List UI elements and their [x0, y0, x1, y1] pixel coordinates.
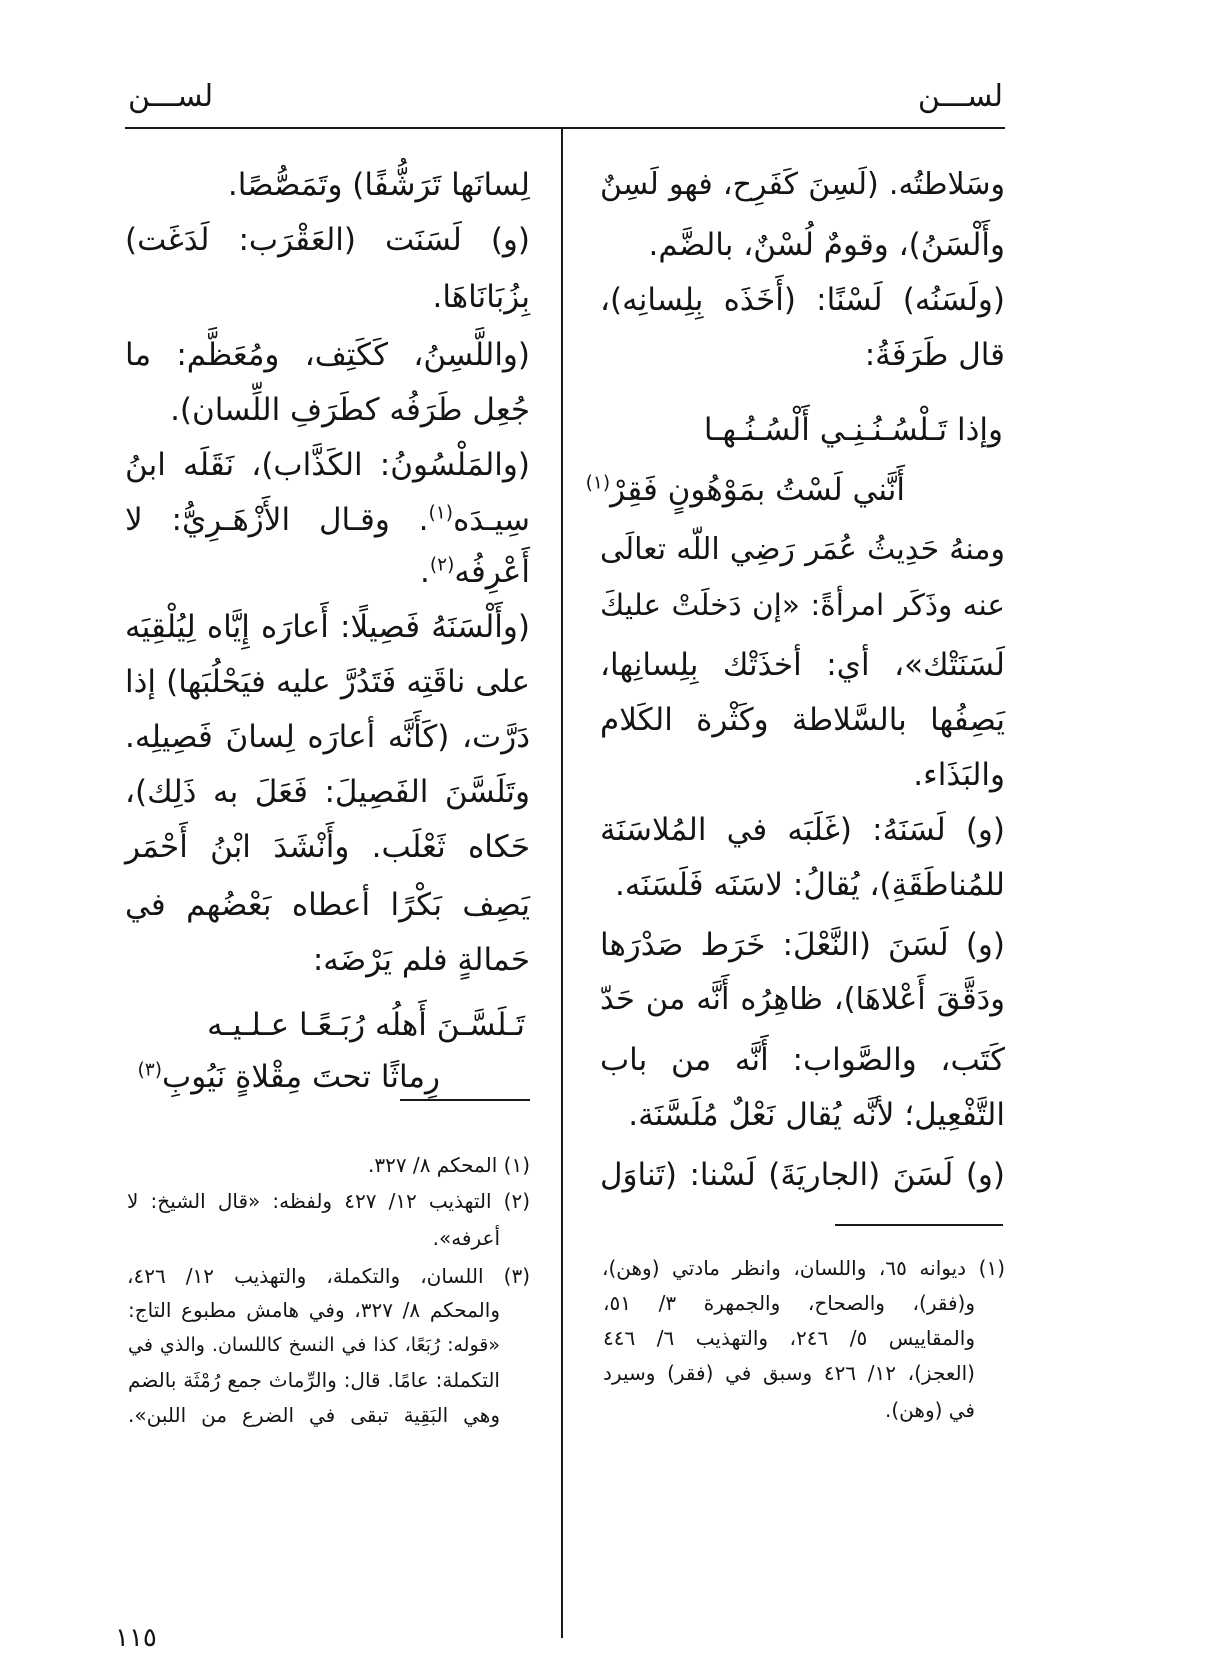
footnote-marker: (١): [428, 502, 454, 524]
entry-text: سِيـدَه: [453, 502, 530, 538]
verse-line: [575, 462, 905, 518]
entry-line: (واللَّسِنُ، كَكَتِف، ومُعَظَّم: ما: [125, 337, 530, 373]
running-head-left: لســـن: [128, 79, 214, 114]
entry-line: ومنهُ حَدِيثُ عُمَر رَضِي اللّه تعالَى: [600, 532, 1005, 567]
footnote-line: (٣) اللسان، والتكملة، والتهذيب ١٢/ ٤٢٦،: [127, 1264, 530, 1288]
verse-line: تَـلَسَّـنَ أَهلُه رُبَـعًـا عـلـيـه: [207, 1007, 525, 1043]
entry-line: وسَلاطتُه. (لَسِنَ كَفَرِح، فهو لَسِنٌ: [600, 167, 1005, 202]
entry-line: دَرَّت، (كَأَنَّه أعارَه لِسانَ فَصِيلِه.: [125, 719, 530, 755]
entry-line: حَمالةٍ فلم يَرْضَه:: [312, 942, 530, 978]
entry-line: حَكاه ثَعْلَب. وأَنْشَدَ ابْنُ أَحْمَر: [125, 829, 530, 865]
entry-line: وتَلَسَّنَ الفَصِيلَ: فَعَلَ به ذَلِك)،: [125, 774, 530, 810]
left-column: [125, 0, 530, 1680]
column-divider: [561, 128, 563, 1638]
footnote-line: أعرفه».: [432, 1226, 500, 1250]
entry-line: قال طَرَفَةُ:: [864, 337, 1005, 373]
entry-line: (ولَسَنُه) لَسْنًا: (أَخَذَه بِلِسانِه)،: [600, 282, 1005, 318]
footnote-rule-left: [400, 1099, 530, 1101]
footnote-line: (العجز)، ١٢/ ٤٢٦ وسبق في (فقر) وسيرد: [603, 1361, 975, 1385]
entry-line: لَسَنَتْك»، أي: أخذَتْك بِلِسانِها،: [600, 647, 1005, 683]
entry-line: التَّفْعِيل؛ لأنَّه يُقال نَعْلٌ مُلَسَّنَة.: [628, 1097, 1005, 1133]
entry-line: عنه وذَكَر امرأةً: «إن دَخلَتْ عليكَ: [600, 588, 1005, 622]
entry-text: . وقـال الأَزْهَـرِيُّ: لا: [125, 502, 429, 538]
entry-line: (و) لَسَنَهُ: (غَلَبَه في المُلاسَنَة: [600, 812, 1005, 848]
footnote-marker: (٣): [137, 1059, 163, 1081]
page-number: ١١٥: [115, 1623, 157, 1653]
entry-line: [125, 544, 530, 600]
entry-line: ودَقَّقَ أَعْلاهَا)، ظاهِرُه أَنَّه من حَدّ: [600, 982, 1005, 1017]
entry-line: للمُناطَقَةِ)، يُقالُ: لاسَنَه فَلَسَنَه.: [615, 867, 1005, 903]
verse-text: رِماثًا تحتَ مِقْلاةٍ نَيُوبِ: [162, 1059, 440, 1095]
entry-line: (و) لَسَنَ (النَّعْلَ: خَرَط صَدْرَها: [600, 927, 1005, 963]
entry-text: .: [419, 554, 430, 590]
entry-line: وأَلْسَنُ)، وقومٌ لُسْنٌ، بالضَّم.: [648, 227, 1005, 263]
footnote-line: والمقاييس ٥/ ٢٤٦، والتهذيب ٦/ ٤٤٦: [603, 1326, 975, 1350]
right-column: [585, 0, 1005, 1680]
footnote-line: (١) المحكم ٨/ ٣٢٧.: [367, 1153, 530, 1177]
entry-line: (و) لَسَنَت (العَقْرَب: لَدَغَت): [125, 222, 530, 258]
verse-line: وإذا تَـلْسُـنُـنِـي أَلْسُـنُـهـا: [703, 412, 1003, 448]
entry-line: [125, 492, 530, 548]
entry-line: لِسانَها تَرَشُّفًا) وتَمَصُّصًا.: [227, 167, 530, 203]
verse-text: أَنَّني لَسْتُ بمَوْهُونٍ فَقِرْ: [610, 472, 905, 508]
footnote-line: والمحكم ٨/ ٣٢٧، وفي هامش مطبوع التاج:: [128, 1298, 500, 1322]
entry-line: يَصِف بَكْرًا أعطاه بَعْضُهم في: [125, 887, 530, 923]
footnote-line: (٢) التهذيب ١٢/ ٤٢٧ ولفظه: «قال الشيخ: لا: [127, 1189, 531, 1213]
footnote-line: التكملة: عامًا. قال: والرِّماث جمع رُمْثَة بالضم: [128, 1368, 500, 1392]
entry-text: أَعْرِفُه: [454, 554, 530, 590]
entry-line: بِزُبَانَاهَا.: [432, 279, 530, 315]
entry-line: (و) لَسَنَ (الجاريَةَ) لَسْنا: (تَناوَل: [600, 1157, 1005, 1193]
footnote-marker: (٢): [429, 554, 455, 576]
running-head-right: لســـن: [917, 79, 1003, 114]
verse-line: [100, 1049, 440, 1105]
entry-line: (وأَلْسَنَهُ فَصِيلًا: أَعارَه إِيَّاه لِيُلْقِيَه: [125, 609, 530, 645]
entry-line: على ناقَتِه فَتَدُرَّ عليه فيَحْلُبَها) إذا: [125, 664, 530, 700]
entry-line: كَتَب، والصَّواب: أَنَّه من باب: [600, 1042, 1005, 1078]
entry-line: يَصِفُها بالسَّلاطة وكَثْرة الكَلام: [600, 702, 1005, 738]
footnote-marker: (١): [585, 472, 611, 494]
footnote-line: وهي البَقِية تبقى في الضرع من اللبن».: [128, 1403, 500, 1427]
entry-line: والبَذَاء.: [913, 757, 1005, 793]
entry-line: (والمَلْسُونُ: الكَذَّاب)، نَقَلَه ابنُ: [125, 447, 530, 483]
footnote-rule-right: [835, 1224, 1003, 1226]
footnote-line: «قوله: رُبَعًا، كذا في النسخ كاللسان. والذي في: [128, 1334, 500, 1356]
footnote-line: في (وهن).: [885, 1398, 975, 1422]
entry-line: جُعِل طَرَفُه كطَرَفِ اللِّسان).: [170, 392, 530, 428]
footnote-line: و(فقر)، والصحاح، والجمهرة ٣/ ٥١،: [603, 1291, 975, 1315]
footnote-line: (١) ديوانه ٦٥، واللسان، وانظر مادتي (وهن)،: [602, 1256, 1005, 1280]
